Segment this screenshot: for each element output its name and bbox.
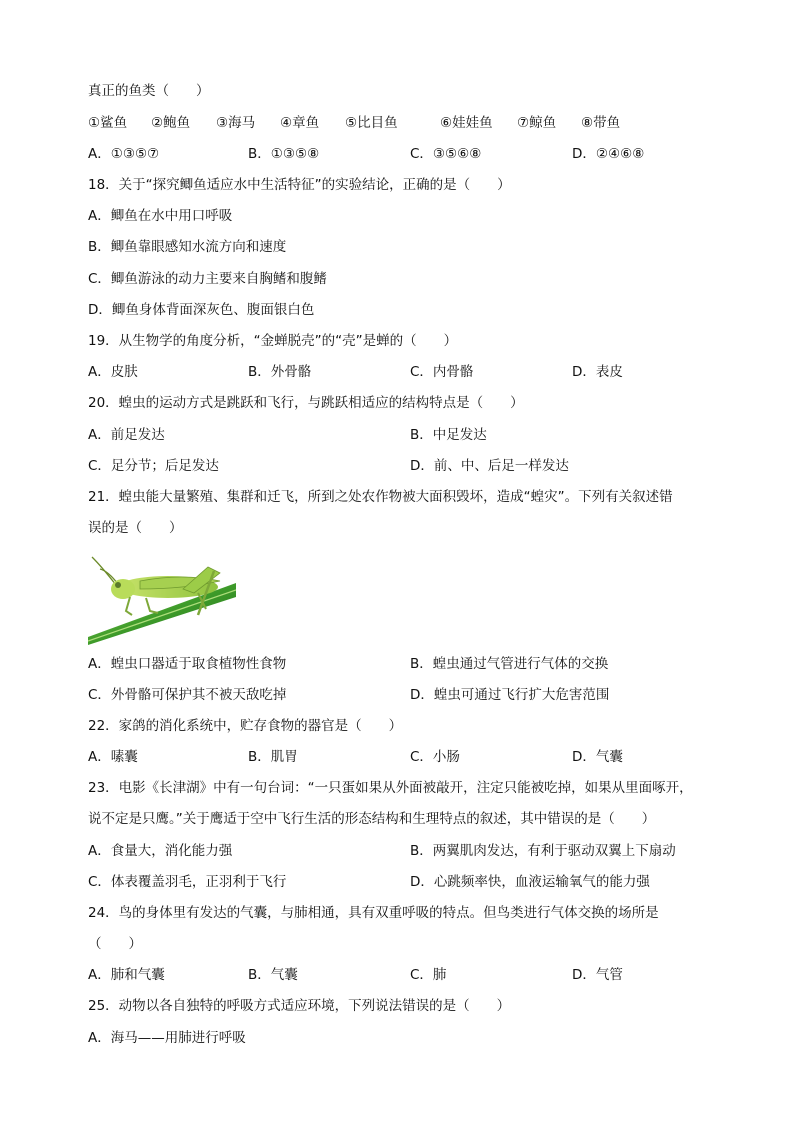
option-c: C．内骨骼: [410, 364, 474, 380]
option-b: B．两翼肌肉发达，有利于驱动双翼上下扇动: [410, 843, 676, 859]
item-1: ①鲨鱼: [88, 115, 128, 131]
option-c: C．体表覆盖羽毛，正羽利于飞行: [88, 874, 287, 890]
question-17-stem: 真正的鱼类（ ）: [88, 83, 210, 99]
option-c: C．小肠: [410, 749, 460, 765]
question-25-stem: 25．动物以各自独特的呼吸方式适应环境，下列说法错误的是（ ）: [88, 998, 511, 1014]
option-d: D．表皮: [572, 364, 623, 380]
item-8: ⑧带鱼: [581, 115, 621, 131]
question-23-stem-line1: 23．电影《长津湖》中有一句台词：“一只蛋如果从外面被敲开，注定只能被吃掉，如果从里面啄开，: [88, 780, 693, 796]
option-d: D．心跳频率快，血液运输氧气的能力强: [410, 874, 650, 890]
option-b: B．蝗虫通过气管进行气体的交换: [410, 656, 609, 672]
item-7: ⑦鲸鱼: [517, 115, 557, 131]
option-d: D．②④⑥⑧: [572, 146, 645, 162]
option-a: A．食量大，消化能力强: [88, 843, 233, 859]
option-b: B．气囊: [248, 967, 298, 983]
option-b: B．肌胃: [248, 749, 298, 765]
question-18-stem: 18．关于“探究鲫鱼适应水中生活特征”的实验结论，正确的是（ ）: [88, 177, 511, 193]
option-d: D．气囊: [572, 749, 623, 765]
option-d: D．鲫鱼身体背面深灰色、腹面银白色: [88, 302, 315, 318]
option-b: B．外骨骼: [248, 364, 312, 380]
question-23-stem-line2: 说不定是只鹰。”关于鹰适于空中飞行生活的形态结构和生理特点的叙述，其中错误的是（ ）: [88, 811, 656, 827]
option-c: C．肺: [410, 967, 447, 983]
option-a: A．鲫鱼在水中用口呼吸: [88, 208, 233, 224]
question-24-stem-line1: 24．鸟的身体里有发达的气囊，与肺相通，具有双重呼吸的特点。但鸟类进行气体交换的场所是: [88, 905, 659, 921]
option-a: A．嗉囊: [88, 749, 138, 765]
option-b: B．①③⑤⑧: [248, 146, 320, 162]
option-c: C．③⑤⑥⑧: [410, 146, 482, 162]
option-b: B．中足发达: [410, 427, 487, 443]
option-a: A．海马——用肺进行呼吸: [88, 1030, 246, 1046]
option-d: D．前、中、后足一样发达: [410, 458, 569, 474]
question-22-stem: 22．家鸽的消化系统中，贮存食物的器官是（ ）: [88, 718, 403, 734]
option-a: A．蝗虫口器适于取食植物性食物: [88, 656, 287, 672]
option-a: A．肺和气囊: [88, 967, 165, 983]
option-b: B．鲫鱼靠眼感知水流方向和速度: [88, 239, 287, 255]
question-19-stem: 19．从生物学的角度分析，“金蝉脱壳”的“壳”是蝉的（ ）: [88, 333, 458, 349]
item-2: ②鲍鱼: [151, 115, 191, 131]
option-d: D．蝗虫可通过飞行扩大危害范围: [410, 687, 610, 703]
item-4: ④章鱼: [280, 115, 320, 131]
option-a: A．①③⑤⑦: [88, 146, 160, 162]
option-a: A．皮肤: [88, 364, 138, 380]
question-21-stem-line2: 误的是（ ）: [88, 520, 183, 536]
option-a: A．前足发达: [88, 427, 165, 443]
option-c: C．外骨骼可保护其不被天敌吃掉: [88, 687, 287, 703]
question-24-stem-line2: （ ）: [88, 936, 142, 952]
grasshopper-image: [88, 545, 236, 645]
item-6: ⑥娃娃鱼: [440, 115, 493, 131]
option-d: D．气管: [572, 967, 623, 983]
question-20-stem: 20．蝗虫的运动方式是跳跃和飞行，与跳跃相适应的结构特点是（ ）: [88, 395, 524, 411]
option-c: C．足分节；后足发达: [88, 458, 219, 474]
item-3: ③海马: [216, 115, 256, 131]
option-c: C．鲫鱼游泳的动力主要来自胸鳍和腹鳍: [88, 271, 327, 287]
question-21-stem-line1: 21．蝗虫能大量繁殖、集群和迁飞，所到之处农作物被大面积毁坏，造成“蝗灾”。下列有关叙述错: [88, 489, 673, 505]
item-5: ⑤比目鱼: [345, 115, 398, 131]
